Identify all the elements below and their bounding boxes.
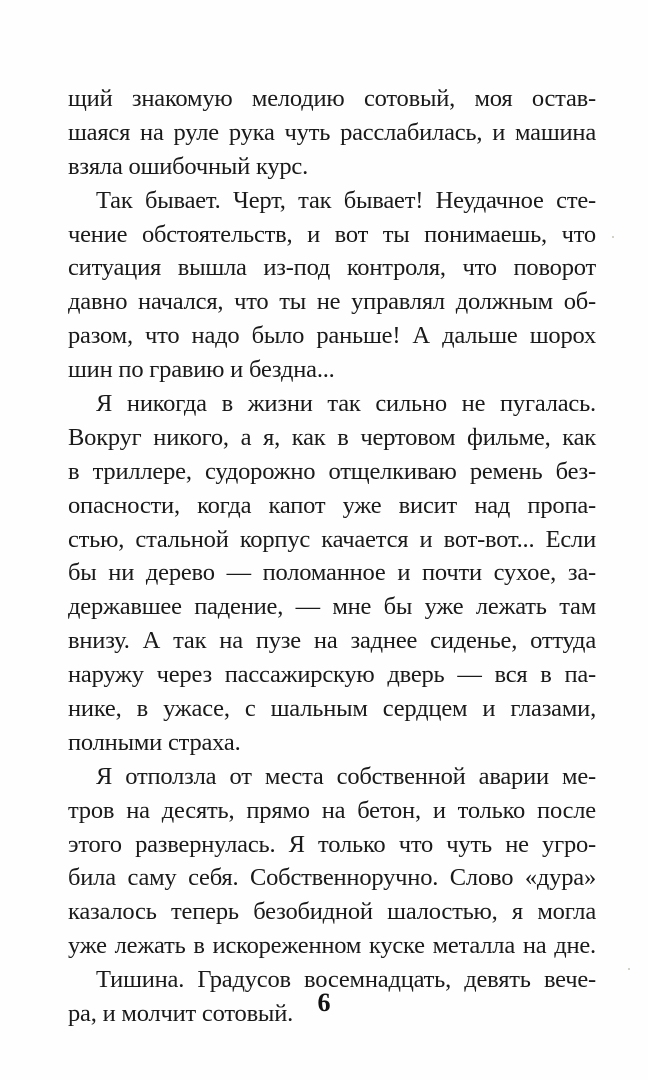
text-line: била саму себя. Собственноручно. Слово «дура» bbox=[68, 864, 596, 892]
text-line: державшее падение, — мне бы уже лежать там bbox=[68, 593, 596, 621]
paper-speck bbox=[628, 968, 630, 970]
text-line: внизу. А так на пузе на заднее сиденье, оттуда bbox=[68, 627, 596, 655]
text-line: опасности, когда капот уже висит над пропа- bbox=[68, 491, 596, 519]
text-line-paragraph-end: уже лежать в искореженном куске металла на дне. bbox=[68, 932, 596, 960]
text-line-paragraph-end: взяла ошибочный курс. bbox=[68, 152, 309, 180]
text-line-paragraph-start: Тишина. Градусов восемнадцать, девять вече- bbox=[96, 966, 596, 994]
text-line: Вокруг никого, а я, как в чертовом фильме, как bbox=[68, 423, 596, 451]
text-line-paragraph-start: Я никогда в жизни так сильно не пугалась. bbox=[96, 390, 596, 418]
paper-speck bbox=[612, 236, 614, 238]
text-line-paragraph-end: полными страха. bbox=[68, 728, 241, 756]
text-line: казалось теперь безобидной шалостью, я могла bbox=[68, 898, 596, 926]
text-line: тров на десять, прямо на бетон, и только после bbox=[68, 796, 596, 824]
text-line: давно начался, что ты не управлял должным об- bbox=[68, 288, 596, 316]
text-line: этого развернулась. Я только что чуть не угро- bbox=[68, 830, 596, 858]
text-line-paragraph-start: Так бывает. Черт, так бывает! Неудачное сте- bbox=[96, 186, 596, 214]
page-number: 6 bbox=[317, 988, 331, 1017]
text-line: нике, в ужасе, с шальным сердцем и глазами, bbox=[68, 695, 596, 723]
text-line-paragraph-start: Я отползла от места собственной аварии ме- bbox=[96, 762, 596, 790]
text-line: чение обстоятельств, и вот ты понимаешь, что bbox=[68, 220, 596, 248]
text-line: наружу через пассажирскую дверь — вся в па- bbox=[68, 661, 596, 689]
text-line: стью, стальной корпус качается и вот-вот... Если bbox=[68, 525, 596, 553]
text-line: шаяся на руле рука чуть расслабилась, и машина bbox=[68, 118, 596, 146]
text-line: разом, что надо было раньше! А дальше шорох bbox=[68, 322, 596, 350]
body-text bbox=[68, 82, 596, 1031]
text-line-paragraph-end: ра, и молчит сотовый. bbox=[68, 1000, 294, 1028]
text-line: ситуация вышла из-под контроля, что поворот bbox=[68, 254, 596, 282]
text-line: в триллере, судорожно отщелкиваю ремень без- bbox=[68, 457, 596, 485]
text-line: щий знакомую мелодию сотовый, моя остав- bbox=[68, 85, 596, 112]
text-line: бы ни дерево — поломанное и почти сухое, за- bbox=[68, 559, 596, 587]
text-line-paragraph-end: шин по гравию и бездна... bbox=[68, 356, 335, 384]
